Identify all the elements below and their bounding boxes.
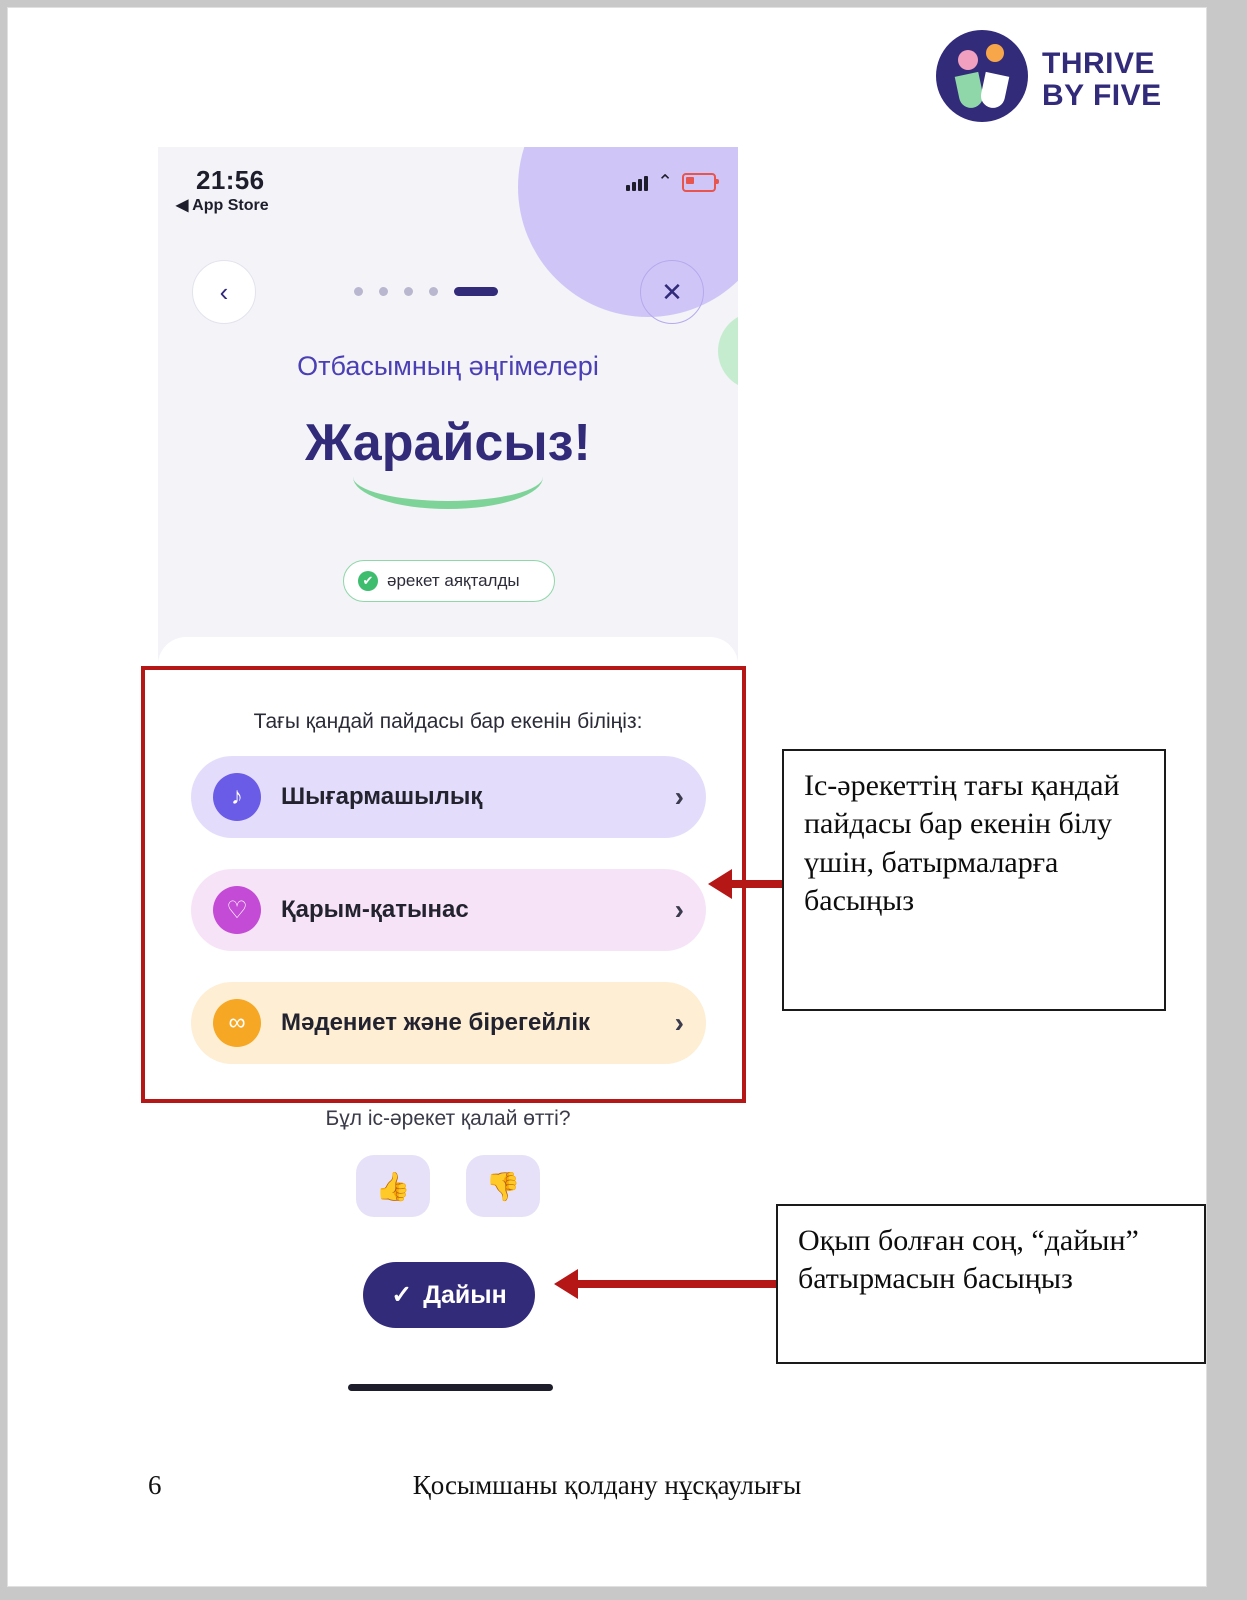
infinity-icon: ∞ bbox=[213, 999, 261, 1047]
logo-text bbox=[1042, 48, 1162, 112]
logo-text-line1: THRIVE bbox=[1042, 47, 1156, 80]
status-badge-label: әрекет аяқталды bbox=[387, 571, 520, 590]
wifi-icon: ⌃ bbox=[657, 172, 673, 193]
benefit-option-label: Шығармашылық bbox=[281, 783, 483, 810]
logo-text-line2: BY FIVE bbox=[1042, 79, 1162, 112]
annotation-highlight-box bbox=[141, 666, 746, 1103]
rating-buttons bbox=[158, 1155, 738, 1217]
cellular-signal-icon bbox=[626, 175, 648, 191]
home-indicator bbox=[348, 1384, 553, 1391]
check-circle-icon: ✔ bbox=[358, 571, 378, 591]
status-bar-time: 21:56 bbox=[196, 165, 265, 195]
logo-dot-pink-icon bbox=[958, 50, 978, 70]
music-note-icon: ♪ bbox=[213, 773, 261, 821]
rating-question: Бұл іс-әрекет қалай өтті? bbox=[325, 1107, 571, 1130]
progress-dot-3 bbox=[404, 287, 413, 296]
annotation-arrow-to-done bbox=[576, 1280, 776, 1288]
close-button[interactable] bbox=[640, 260, 704, 324]
benefit-option-label: Мәдениет және бірегейлік bbox=[281, 1009, 591, 1036]
activity-title: Жарайсыз! bbox=[305, 414, 591, 472]
back-button[interactable] bbox=[192, 260, 256, 324]
activity-subtitle: Отбасымның әңгімелері bbox=[297, 351, 599, 381]
brand-logo bbox=[936, 26, 1176, 126]
chevron-right-icon: › bbox=[674, 781, 684, 812]
chevron-right-icon: › bbox=[674, 894, 684, 925]
progress-dot-4 bbox=[429, 287, 438, 296]
footer-title: Қосымшаны қолдану нұсқаулығы bbox=[412, 1470, 802, 1500]
title-underline-decoration bbox=[353, 477, 543, 509]
progress-dot-5-active bbox=[454, 287, 498, 296]
page-number: 6 bbox=[148, 1470, 162, 1500]
chevron-right-icon: › bbox=[674, 1007, 684, 1038]
progress-dot-2 bbox=[379, 287, 388, 296]
progress-dot-1 bbox=[354, 287, 363, 296]
done-button-label: Дайын bbox=[423, 1280, 507, 1309]
annotation-arrow-to-options bbox=[730, 880, 785, 888]
done-button[interactable] bbox=[363, 1262, 535, 1328]
benefits-question: Тағы қандай пайдасы бар екенін біліңіз: bbox=[253, 710, 643, 733]
status-badge bbox=[343, 560, 555, 602]
check-icon: ✓ bbox=[391, 1281, 413, 1309]
status-bar-indicators bbox=[626, 171, 716, 194]
thumbs-down-button[interactable] bbox=[466, 1155, 540, 1217]
status-bar-back-to-app-store[interactable]: ◀ App Store bbox=[176, 197, 269, 214]
thumbs-up-icon: 👍 bbox=[375, 1170, 411, 1202]
close-icon: ✕ bbox=[661, 276, 683, 307]
document-page bbox=[8, 8, 1206, 1586]
logo-mark-icon bbox=[936, 30, 1028, 122]
progress-dots bbox=[354, 281, 544, 301]
heart-icon: ♡ bbox=[213, 886, 261, 934]
phone-header-area bbox=[158, 147, 738, 652]
benefit-option-label: Қарым-қатынас bbox=[281, 896, 469, 923]
annotation-callout-done: Оқып болған соң, “дайын” батырмасын басыңыз bbox=[776, 1204, 1206, 1364]
logo-dot-orange-icon bbox=[986, 44, 1004, 62]
annotation-callout-options: Іс-әрекеттің тағы қандай пайдасы бар екенін білу үшін, батырмаларға басыңыз bbox=[782, 749, 1166, 1011]
thumbs-down-icon: 👎 bbox=[485, 1170, 521, 1202]
logo-leaf-white-icon bbox=[979, 72, 1010, 110]
battery-icon bbox=[682, 173, 716, 192]
chevron-left-icon: ‹ bbox=[219, 276, 229, 307]
thumbs-up-button[interactable] bbox=[356, 1155, 430, 1217]
